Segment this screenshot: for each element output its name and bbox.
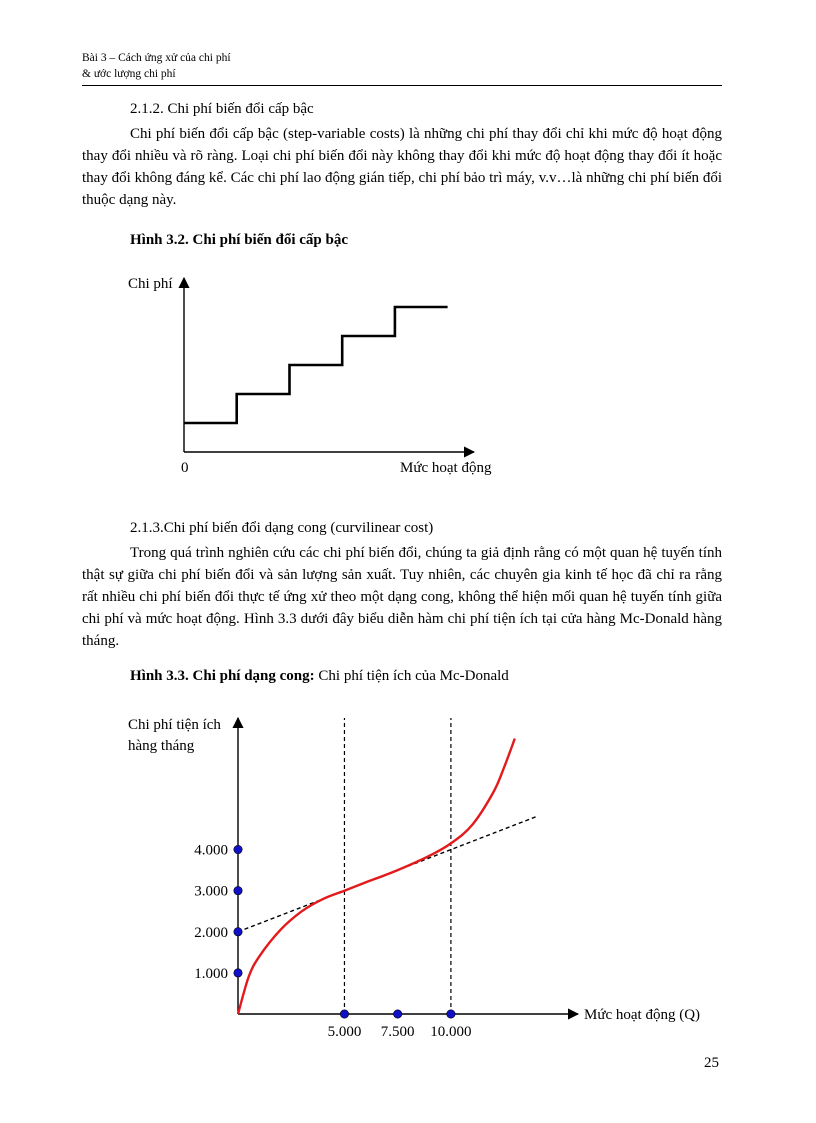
figure-33-caption-bold: Hình 3.3. Chi phí dạng cong: [130,668,315,684]
figure-33-ylabel-line1: Chi phí tiện ích [128,717,221,733]
figure-33-x-tick-point [447,1010,455,1018]
section-212-paragraph: Chi phí biến đổi cấp bậc (step-variable costs) là những chi phí thay đổi chỉ khi mức độ hoạt động thay đổi nhiều và rõ ràng. Loại chi phí biến đổi này không thay đổi khi mức độ hoạt động thay đổi ít hoặc thay đổi không đáng kể. Các chi phí lao động gián tiếp, chi phí bảo trì máy, v.v…là những chi phí biến đổi thuộc dạng này. [82,126,722,208]
figure-33-y-tick-point [234,928,242,936]
section-213-paragraph: Trong quá trình nghiên cứu các chi phí biến đổi, chúng ta giả định rằng có một quan hệ tuyến tính thật sự giữa chi phí biến đổi và sản lượng sản xuất. Tuy nhiên, các chuyên gia kinh tế học đã chỉ ra rằng rất nhiều chi phí biến đổi thực tế ứng xử theo một dạng cong, không thể hiện mối quan hệ tuyến tính giữa chi phí và mức hoạt động. Hình 3.3 dưới đây biểu diễn hàm chi phí tiện ích tại cửa hàng Mc-Donald hàng tháng. [82,545,722,649]
figure-33-red-curve [238,739,515,1014]
figure-33-xlabel: Mức hoạt động (Q) [584,1007,701,1023]
page-number: 25 [704,1055,719,1071]
figure-33-ylabel-line2: hàng tháng [128,738,195,754]
figure-33-caption-rest: Chi phí tiện ích của Mc-Donald [314,668,509,684]
figure-33-y-tick-label: 4.000 [194,842,228,859]
header-line-1: Bài 3 – Cách ứng xử của chi phí [82,52,231,64]
figure-33-y-tick-label: 2.000 [194,924,228,941]
figure-33-y-tick-label: 1.000 [194,965,228,982]
figure-33-y-tick-point [234,886,242,894]
figure-32-caption-text: Hình 3.2. Chi phí biến đổi cấp bậc [130,232,348,248]
figure-33-x-tick-point [340,1010,348,1018]
figure-33-y-tick-point [234,845,242,853]
section-213-heading: 2.1.3.Chi phí biến đổi dạng cong (curvilinear cost) [130,520,434,536]
figure-33-x-tick-label: 7.500 [380,1024,415,1040]
figure-33-y-tick-point [234,969,242,977]
figure-33-x-tick-label: 5.000 [327,1024,362,1040]
header-line-2: & ước lượng chi phí [82,68,176,80]
section-212-heading: 2.1.2. Chi phí biến đổi cấp bậc [130,101,314,117]
figure-32-ylabel: Chi phí [128,276,173,292]
figure-32-origin: 0 [181,460,189,476]
figure-33-y-tick-label: 3.000 [194,883,228,900]
figure-33-x-tick-label: 10.000 [430,1024,472,1040]
figure-33-x-tick-point [393,1010,401,1018]
figure-32-xlabel: Mức hoạt động [400,460,492,476]
